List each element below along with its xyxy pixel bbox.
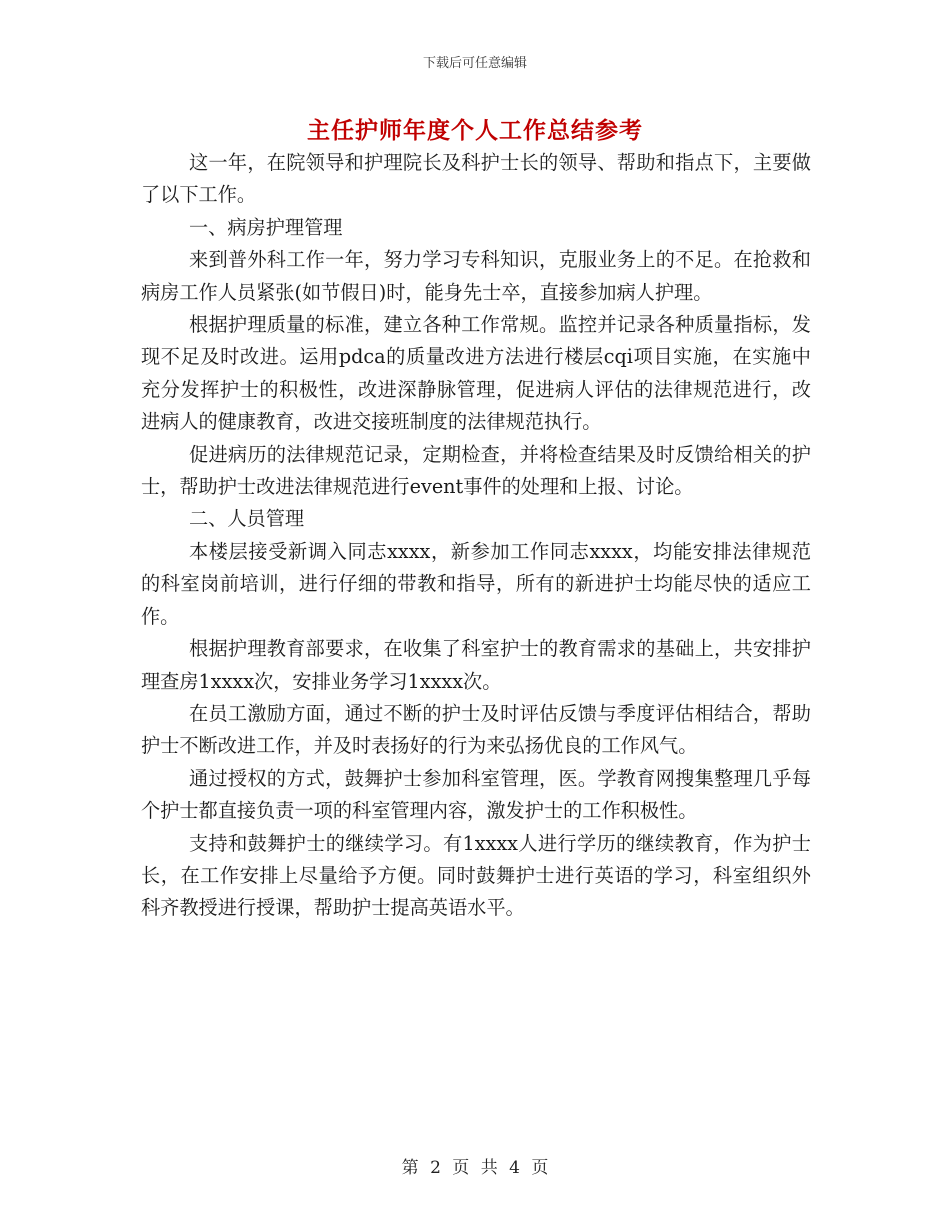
section-heading: 一、病房护理管理 <box>189 215 343 239</box>
paragraph: 根据护理教育部要求，在收集了科室护士的教育需求的基础上，共安排护理查房1xxxx次，安排业务学习1xxxx次。 <box>141 637 811 693</box>
section-heading: 二、人员管理 <box>189 507 305 531</box>
paragraph: 通过授权的方式，鼓舞护士参加科室管理，医。学教育网搜集整理几乎每个护士都直接负责一项的科室管理内容，激发护士的工作积极性。 <box>141 766 811 823</box>
document-body <box>141 147 811 925</box>
paragraph: 本楼层接受新调入同志xxxx，新参加工作同志xxxx，均能安排法律规范的科室岗前培训，进行仔细的带教和指导，所有的新进护士均能尽快的适应工作。 <box>141 539 811 628</box>
paragraph: 这一年，在院领导和护理院长及科护士长的领导、帮助和指点下，主要做了以下工作。 <box>141 151 811 207</box>
paragraph: 支持和鼓舞护士的继续学习。有1xxxx人进行学历的继续教育，作为护士长，在工作安排上尽量给予方便。同时鼓舞护士进行英语的学习，科室组织外科齐教授进行授课，帮助护士提高英语水平。 <box>141 831 811 920</box>
paragraph: 在员工激励方面，通过不断的护士及时评估反馈与季度评估相结合，帮助护士不断改进工作，并及时表扬好的行为来弘扬优良的工作风气。 <box>141 701 811 758</box>
paragraph: 来到普外科工作一年，努力学习专科知识，克服业务上的不足。在抢救和病房工作人员紧张(如节假日)时，能身先士卒，直接参加病人护理。 <box>141 248 811 304</box>
paragraph: 促进病历的法律规范记录，定期检查，并将检查结果及时反馈给相关的护士，帮助护士改进法律规范进行event事件的处理和上报、讨论。 <box>141 442 811 499</box>
header-note: 下载后可任意编辑 <box>422 56 527 71</box>
paragraph: 根据护理质量的标准，建立各种工作常规。监控并记录各种质量指标，发现不足及时改进。运用pdca的质量改进方法进行楼层cqi项目实施，在实施中充分发挥护士的积极性，改进深静脉管理，促进病人评估的法律规范进行，改进病人的健康教育，改进交接班制度的法律规范执行。 <box>141 313 811 434</box>
document-title: 主任护师年度个人工作总结参考 <box>307 117 643 144</box>
page-footer: 第 2 页 共 4 页 <box>401 1158 549 1178</box>
